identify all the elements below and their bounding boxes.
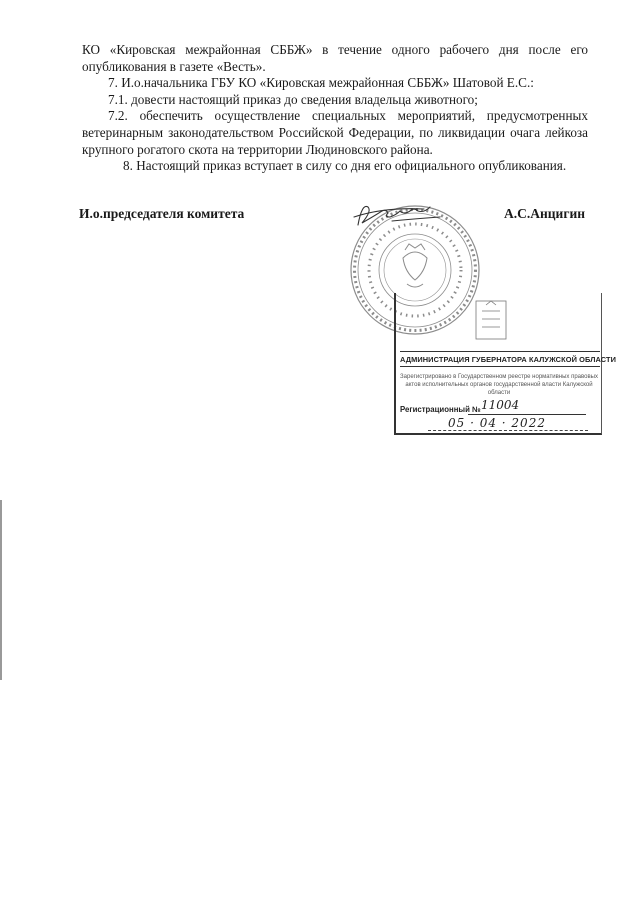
paragraph-7: 7. И.о.начальника ГБУ КО «Кировская межрайонная СББЖ» Шатовой Е.С.:: [108, 75, 534, 91]
registration-date-line: [428, 430, 588, 431]
handwritten-signature: [352, 195, 462, 235]
registration-number: 11004: [481, 398, 520, 412]
stamp-body: Зарегистрировано в Государственном реестре нормативных правовых актов исполнительных органов государственной власти Калужской области: [400, 374, 598, 396]
registration-number-line: [468, 414, 586, 415]
scan-margin-mark: [0, 500, 2, 680]
stamp-header: АДМИНИСТРАЦИЯ ГУБЕРНАТОРА КАЛУЖСКОЙ ОБЛАСТИ: [400, 351, 600, 367]
registration-number-label: Регистрационный №: [400, 405, 481, 414]
signatory-name: А.С.Анцигин: [504, 206, 586, 221]
paragraph-7-2: 7.2. обеспечить осуществление специальных мероприятий, предусмотренных ветеринарным законодательством Российской Федерации, по ликвидации очага лейкоза крупного рогатого скота на территории Людиновского района.: [82, 108, 588, 157]
paragraph-7-1: 7.1. довести настоящий приказ до сведения владельца животного;: [108, 91, 478, 107]
signatory-position: И.о.председателя комитета: [79, 206, 245, 221]
document-body: [82, 42, 588, 175]
paragraph-1: КО «Кировская межрайонная СББЖ» в течение одного рабочего дня после его опубликования в газете «Весть».: [82, 42, 588, 74]
registration-date: 05 · 04 · 2022: [448, 416, 546, 430]
paragraph-8: 8. Настоящий приказ вступает в силу со дня его официального опубликования.: [123, 158, 567, 174]
registration-stamp: [388, 287, 617, 435]
